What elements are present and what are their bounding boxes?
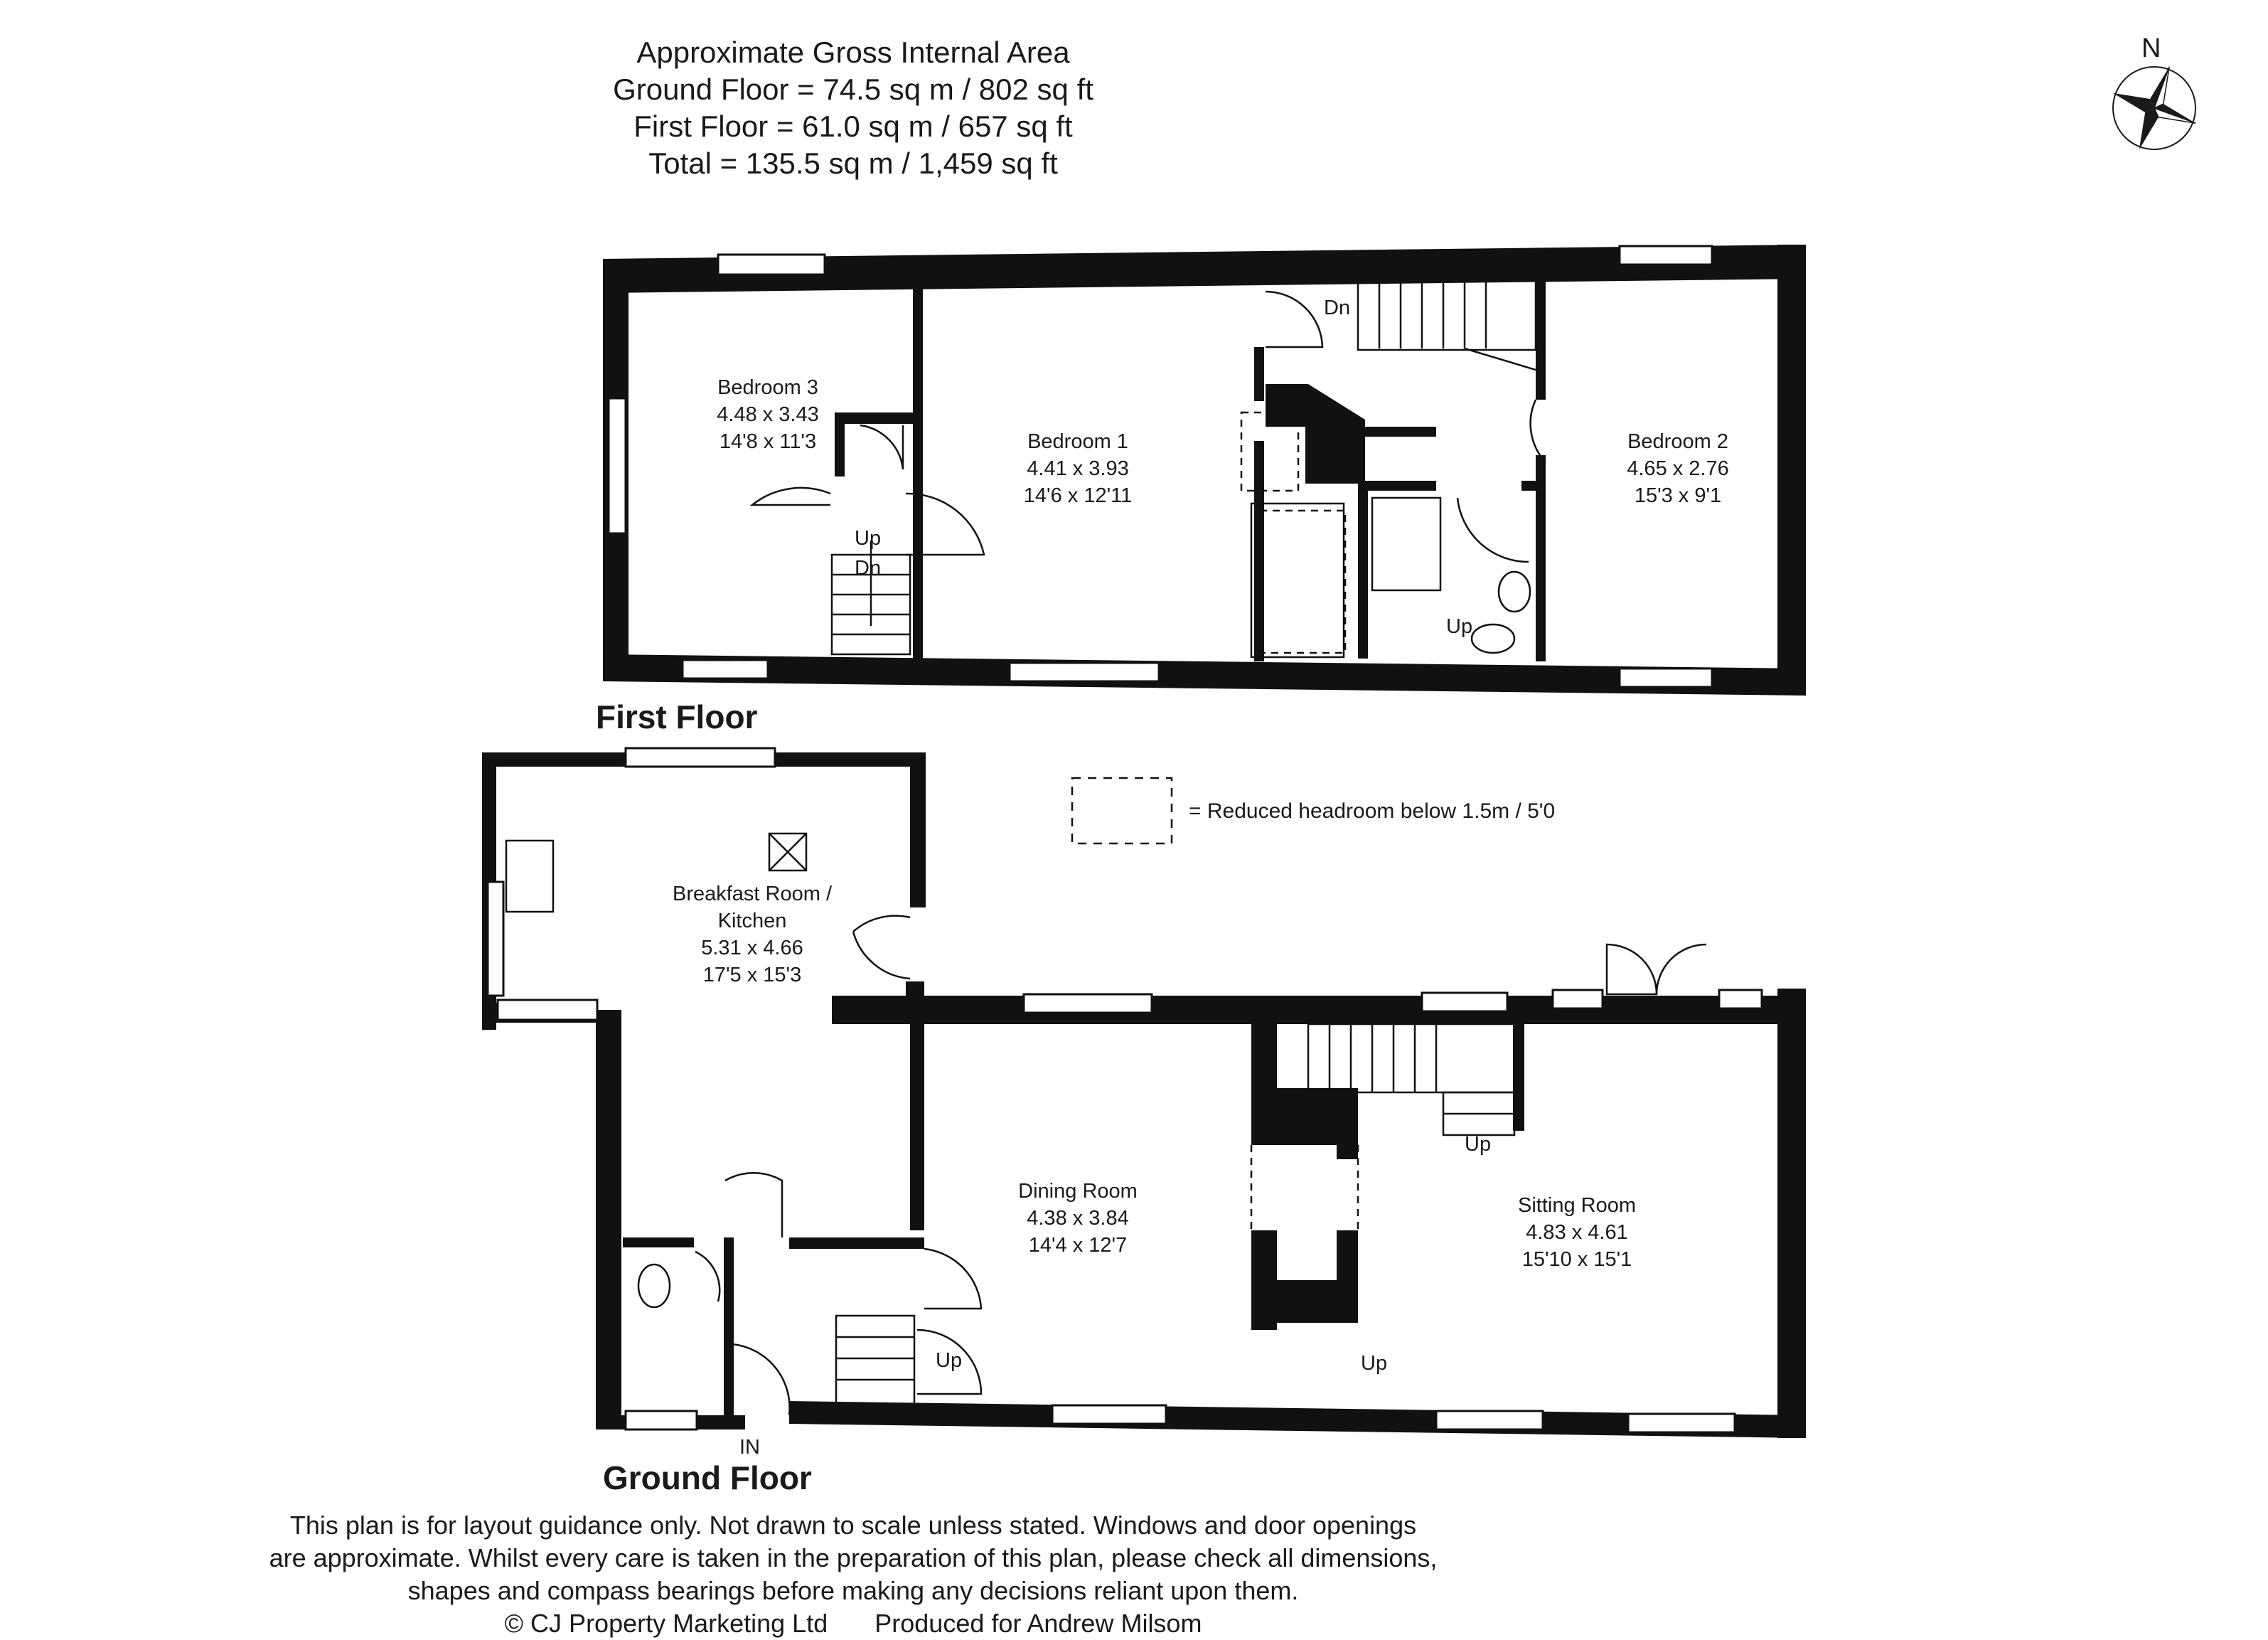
sitting-room-imperial: 15'10 x 15'1 — [1521, 1248, 1632, 1271]
first-floor-stairs-up: Up — [855, 527, 882, 550]
first-floor-area: First Floor = 61.0 sq m / 657 sq ft — [633, 110, 1073, 143]
step-up: Up — [1361, 1352, 1388, 1375]
sitting-room-metric: 4.83 x 4.61 — [1526, 1221, 1628, 1244]
hall-stairs-up: Up — [936, 1349, 963, 1372]
ground-floor-windows — [488, 748, 1762, 1432]
dining-room-imperial: 14'4 x 12'7 — [1028, 1234, 1128, 1257]
kitchen-imperial: 17'5 x 15'3 — [702, 964, 802, 986]
produced-for: Produced for Andrew Milsom — [874, 1609, 1202, 1638]
reduced-headroom-legend-box — [1072, 778, 1172, 843]
first-floor-title: First Floor — [596, 698, 758, 735]
disclaimer-line1: This plan is for layout guidance only. Not drawn to scale unless stated. Windows and door openings — [289, 1511, 1417, 1540]
bedroom2-metric: 4.65 x 2.76 — [1627, 457, 1729, 480]
bedroom2-name: Bedroom 2 — [1627, 430, 1728, 453]
total-area: Total = 135.5 sq m / 1,459 sq ft — [648, 147, 1058, 180]
bedroom3-metric: 4.48 x 3.43 — [717, 403, 819, 426]
bedroom2-imperial: 15'3 x 9'1 — [1634, 484, 1722, 507]
bedroom1-imperial: 14'6 x 12'11 — [1023, 484, 1133, 507]
copyright: © CJ Property Marketing Ltd — [504, 1609, 828, 1638]
sitting-room-stairs-up: Up — [1465, 1133, 1492, 1156]
ground-floor-title: Ground Floor — [603, 1459, 812, 1496]
dining-room-metric: 4.38 x 3.84 — [1027, 1207, 1129, 1230]
bedroom1-name: Bedroom 1 — [1027, 430, 1128, 453]
sitting-room-name: Sitting Room — [1517, 1194, 1637, 1217]
credits — [0, 1607, 1706, 1640]
ground-floor-area: Ground Floor = 74.5 sq m / 802 sq ft — [613, 73, 1093, 106]
reduced-headroom-legend-text: = Reduced headroom below 1.5m / 5'0 — [1189, 799, 1556, 823]
entrance-label: IN — [739, 1436, 760, 1459]
north-label: N — [2141, 33, 2161, 63]
bath-step-up: Up — [1446, 615, 1473, 638]
area-title: Approximate Gross Internal Area — [636, 36, 1070, 69]
first-floor-walls — [603, 245, 1806, 696]
kitchen-name-line1: Breakfast Room / — [672, 883, 833, 905]
kitchen-metric: 5.31 x 4.66 — [701, 937, 803, 959]
ground-floor-walls — [482, 752, 1806, 1438]
disclaimer — [0, 1509, 1706, 1640]
dining-room-name: Dining Room — [1018, 1180, 1138, 1203]
first-floor-stairs-dn: Dn — [855, 557, 882, 580]
disclaimer-line2: are approximate. Whilst every care is taken in the preparation of this plan, please check all dimensions, — [269, 1543, 1438, 1572]
kitchen-name-line2: Kitchen — [717, 910, 787, 932]
first-floor-stairs — [832, 279, 1536, 654]
landing-stairs-dn: Dn — [1324, 297, 1351, 319]
bedroom3-imperial: 14'8 x 11'3 — [719, 430, 817, 453]
disclaimer-line3: shapes and compass bearings before making any decisions reliant upon them. — [407, 1576, 1299, 1605]
bedroom1-metric: 4.41 x 3.93 — [1027, 457, 1129, 480]
first-floor-windows — [609, 246, 1712, 687]
bedroom3-name: Bedroom 3 — [717, 376, 818, 399]
ground-floor-stairs — [506, 834, 1706, 1415]
